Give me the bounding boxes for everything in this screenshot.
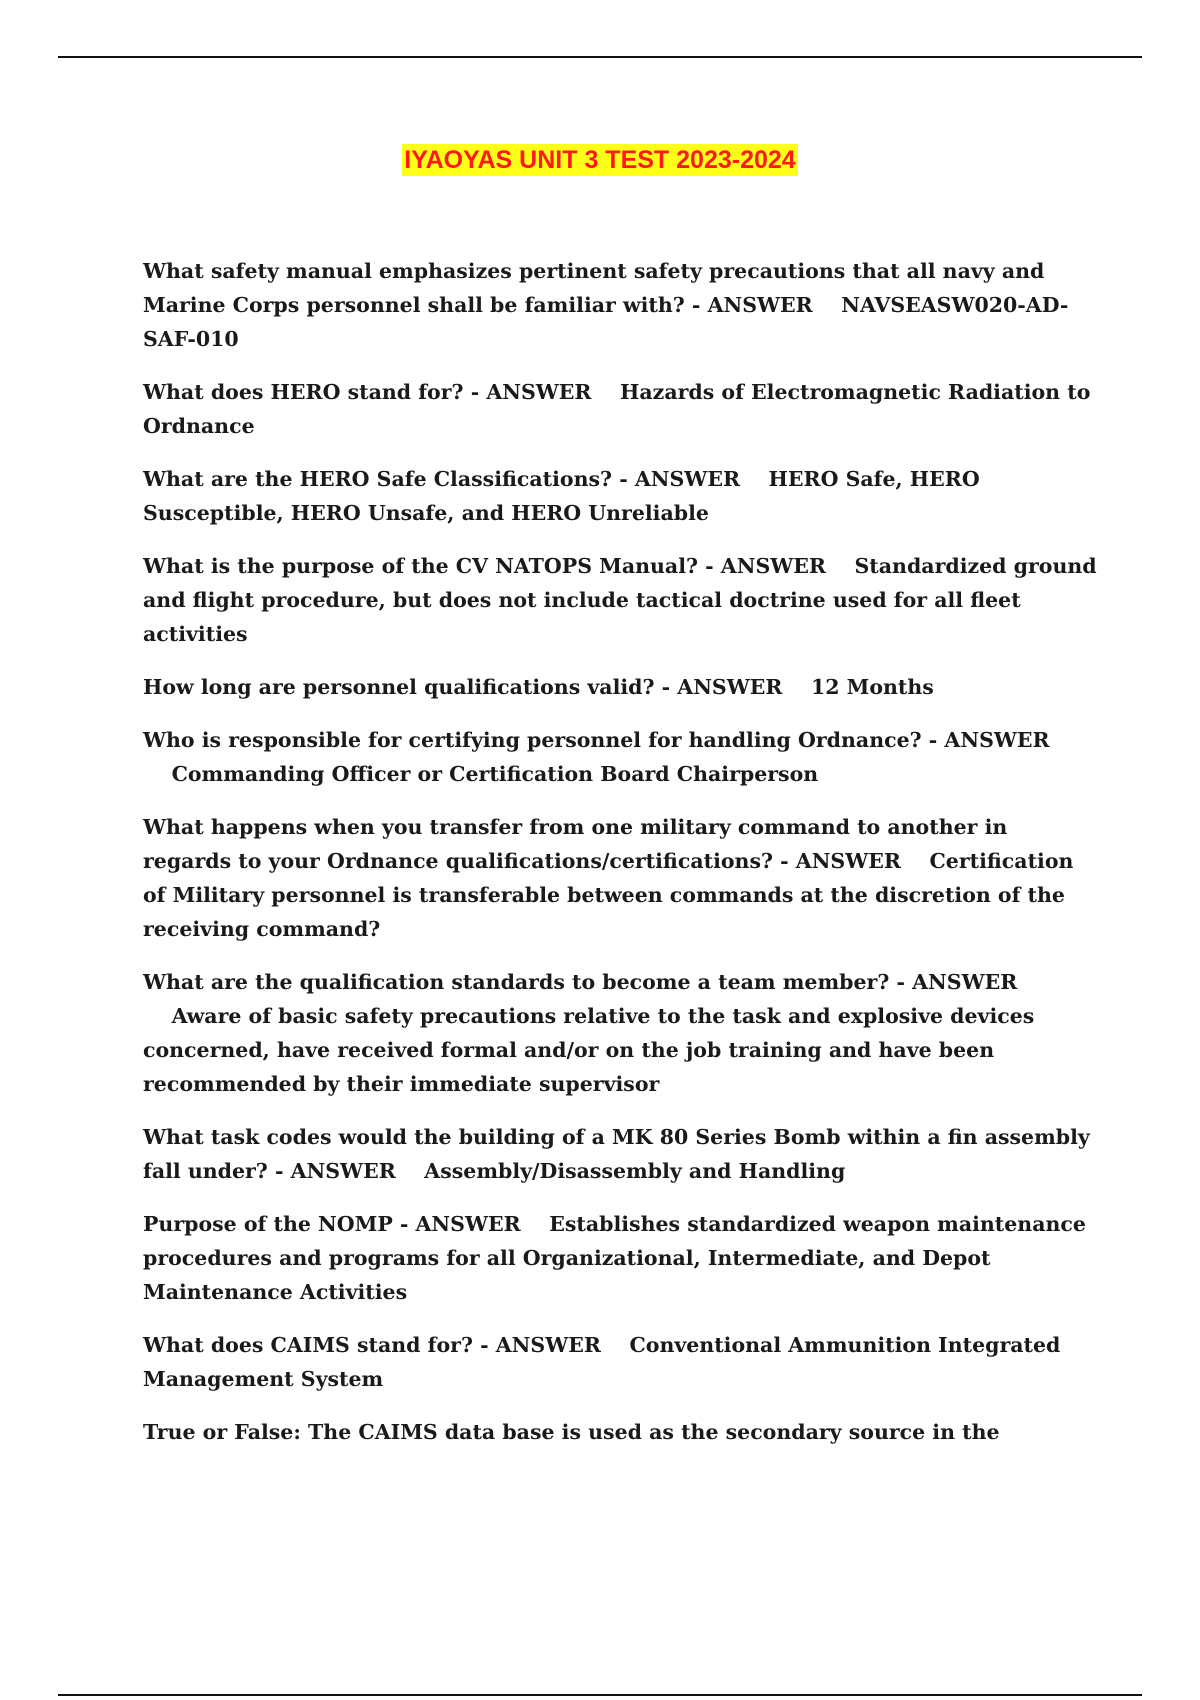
answer-marker: - ANSWER bbox=[896, 970, 1018, 994]
answer-text: Standardized ground and flight procedure, but does not include tactical doctrine used for all fleet activities bbox=[143, 554, 1097, 646]
answer-text: Assembly/Disassembly and Handling bbox=[424, 1159, 846, 1183]
qa-item bbox=[143, 462, 1098, 530]
trailing-question: True or False: The CAIMS data base is used as the secondary source in the bbox=[143, 1420, 1000, 1444]
qa-item bbox=[143, 1328, 1098, 1396]
question-text: What are the qualification standards to become a team member? bbox=[143, 970, 890, 994]
qa-item bbox=[143, 670, 1098, 704]
qa-item bbox=[143, 549, 1098, 651]
answer-text: Certification of Military personnel is transferable between commands at the discretion of the receiving command? bbox=[143, 849, 1074, 941]
answer-marker: - ANSWER bbox=[274, 1159, 396, 1183]
answer-marker: - ANSWER bbox=[780, 849, 901, 873]
answer-text: Establishes standardized weapon maintenance procedures and programs for all Organizational, Intermediate, and Depot Maintenance Activities bbox=[143, 1212, 1086, 1304]
answer-text: Aware of basic safety precautions relative to the task and explosive devices concerned, have received formal and/or on the job training and have been recommended by their immediate supervisor bbox=[143, 1004, 1035, 1096]
qa-list bbox=[143, 254, 1098, 1468]
answer-text: NAVSEASW020-AD-SAF-010 bbox=[143, 293, 1069, 351]
title-container bbox=[0, 144, 1200, 176]
page-title: IYAOYAS UNIT 3 TEST 2023-2024 bbox=[404, 146, 796, 174]
question-text: Who is responsible for certifying personnel for handling Ordnance? bbox=[143, 728, 922, 752]
qa-item bbox=[143, 810, 1098, 946]
question-text: What safety manual emphasizes pertinent safety precautions that all navy and Marine Corps personnel shall be familiar with? bbox=[143, 259, 1045, 317]
question-text: What does HERO stand for? bbox=[143, 380, 464, 404]
question-text: How long are personnel qualifications valid? bbox=[143, 675, 655, 699]
qa-item bbox=[143, 1120, 1098, 1188]
question-text: What does CAIMS stand for? bbox=[143, 1333, 473, 1357]
qa-item bbox=[143, 965, 1098, 1101]
answer-text: HERO Safe, HERO Susceptible, HERO Unsafe, and HERO Unreliable bbox=[143, 467, 980, 525]
question-text: What are the HERO Safe Classifications? bbox=[143, 467, 613, 491]
answer-marker: - ANSWER bbox=[691, 293, 813, 317]
qa-item bbox=[143, 375, 1098, 443]
answer-marker: - ANSWER bbox=[619, 467, 740, 491]
top-divider bbox=[58, 56, 1142, 58]
question-text: What is the purpose of the CV NATOPS Manual? bbox=[143, 554, 699, 578]
answer-marker: - ANSWER bbox=[399, 1212, 521, 1236]
answer-marker: - ANSWER bbox=[928, 728, 1050, 752]
bottom-divider bbox=[58, 1694, 1142, 1696]
answer-text: 12 Months bbox=[810, 675, 934, 699]
answer-text: Hazards of Electromagnetic Radiation to Ordnance bbox=[143, 380, 1091, 438]
qa-item bbox=[143, 723, 1098, 791]
question-text: What task codes would the building of a MK 80 Series Bomb within a fin assembly fall under? bbox=[143, 1125, 1090, 1183]
answer-marker: - ANSWER bbox=[705, 554, 826, 578]
answer-marker: - ANSWER bbox=[661, 675, 783, 699]
question-text: What happens when you transfer from one military command to another in regards to your Ordnance qualifications/certifications? bbox=[143, 815, 1008, 873]
question-text: Purpose of the NOMP bbox=[143, 1212, 393, 1236]
answer-marker: - ANSWER bbox=[480, 1333, 601, 1357]
qa-item bbox=[143, 1207, 1098, 1309]
answer-marker: - ANSWER bbox=[470, 380, 592, 404]
answer-text: Commanding Officer or Certification Board Chairperson bbox=[171, 762, 819, 786]
qa-item bbox=[143, 254, 1098, 356]
answer-text: Conventional Ammunition Integrated Management System bbox=[143, 1333, 1061, 1391]
